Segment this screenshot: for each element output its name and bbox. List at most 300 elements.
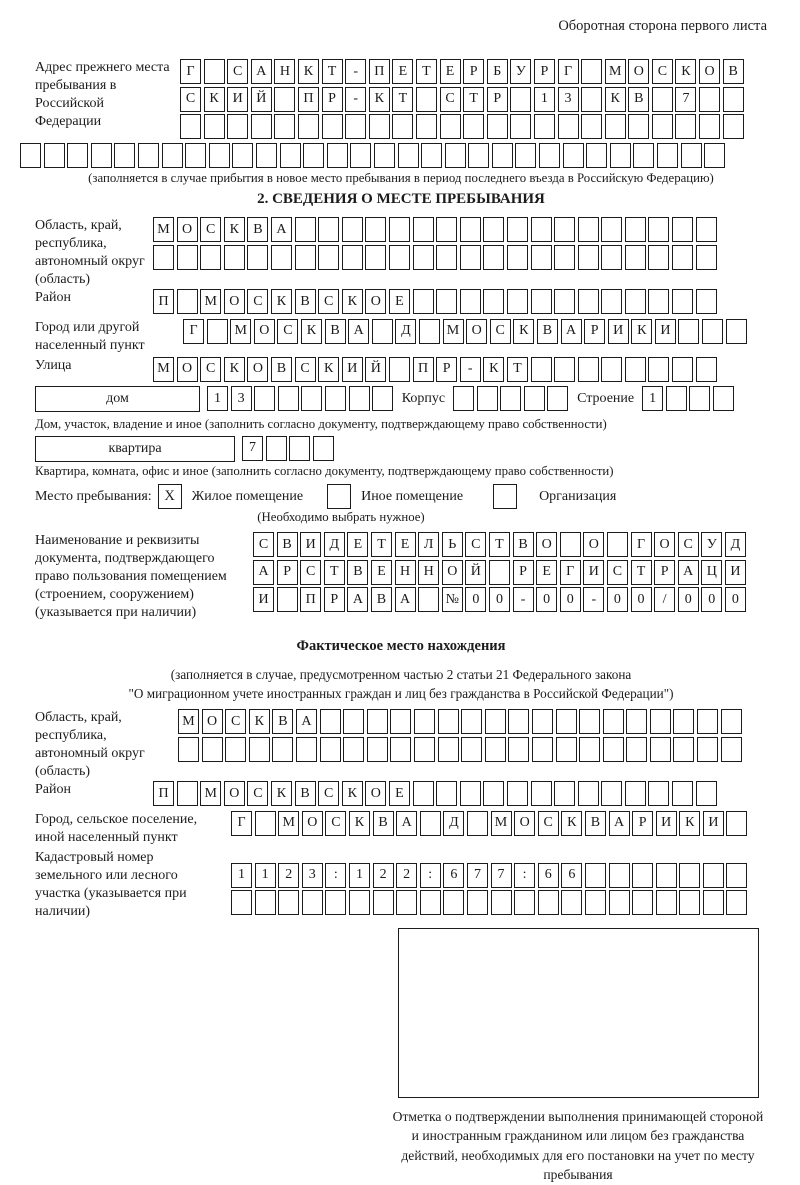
char-cell[interactable] xyxy=(675,114,696,139)
char-cell[interactable]: Р xyxy=(654,560,675,585)
char-cell[interactable] xyxy=(372,386,393,411)
char-cell[interactable] xyxy=(625,289,646,314)
char-cell[interactable] xyxy=(392,114,413,139)
char-cell[interactable] xyxy=(652,87,673,112)
char-cell[interactable] xyxy=(726,863,747,888)
char-cell[interactable]: С xyxy=(180,87,201,112)
char-cell[interactable] xyxy=(389,217,410,242)
char-cell[interactable] xyxy=(180,114,201,139)
checkbox-zhiloe[interactable]: X xyxy=(158,484,182,509)
char-cell[interactable] xyxy=(586,143,607,168)
char-cell[interactable]: Ь xyxy=(442,532,463,557)
char-cell[interactable] xyxy=(177,781,198,806)
char-cell[interactable]: Г xyxy=(231,811,252,836)
char-cell[interactable]: Е xyxy=(395,532,416,557)
char-cell[interactable] xyxy=(648,357,669,382)
char-cell[interactable] xyxy=(681,143,702,168)
char-cell[interactable] xyxy=(396,890,417,915)
char-cell[interactable]: М xyxy=(230,319,251,344)
char-cell[interactable]: : xyxy=(325,863,346,888)
char-cell[interactable]: Р xyxy=(322,87,343,112)
char-cell[interactable]: Н xyxy=(274,59,295,84)
char-cell[interactable] xyxy=(207,319,228,344)
char-cell[interactable] xyxy=(507,289,528,314)
char-cell[interactable]: Г xyxy=(558,59,579,84)
char-cell[interactable]: О xyxy=(224,289,245,314)
char-cell[interactable] xyxy=(713,386,734,411)
char-cell[interactable] xyxy=(609,863,630,888)
char-cell[interactable]: 0 xyxy=(725,587,746,612)
char-cell[interactable]: С xyxy=(325,811,346,836)
char-cell[interactable] xyxy=(585,890,606,915)
char-cell[interactable] xyxy=(413,781,434,806)
char-cell[interactable] xyxy=(419,319,440,344)
char-cell[interactable]: 2 xyxy=(373,863,394,888)
char-cell[interactable]: № xyxy=(442,587,463,612)
char-cell[interactable] xyxy=(177,289,198,314)
char-cell[interactable]: 1 xyxy=(255,863,276,888)
char-cell[interactable]: Г xyxy=(560,560,581,585)
char-cell[interactable] xyxy=(699,114,720,139)
char-cell[interactable] xyxy=(483,781,504,806)
char-cell[interactable] xyxy=(91,143,112,168)
char-cell[interactable] xyxy=(625,781,646,806)
char-cell[interactable] xyxy=(678,319,699,344)
char-cell[interactable]: Ц xyxy=(701,560,722,585)
char-cell[interactable]: Б xyxy=(487,59,508,84)
char-cell[interactable]: С xyxy=(652,59,673,84)
char-cell[interactable] xyxy=(438,737,459,762)
char-cell[interactable] xyxy=(581,114,602,139)
checkbox-inoe[interactable] xyxy=(327,484,351,509)
char-cell[interactable] xyxy=(702,319,723,344)
char-cell[interactable] xyxy=(349,890,370,915)
char-cell[interactable]: И xyxy=(725,560,746,585)
char-cell[interactable] xyxy=(721,737,742,762)
char-cell[interactable] xyxy=(489,560,510,585)
char-cell[interactable]: С xyxy=(225,709,246,734)
char-cell[interactable] xyxy=(318,217,339,242)
char-cell[interactable] xyxy=(485,709,506,734)
char-cell[interactable] xyxy=(726,890,747,915)
char-cell[interactable]: С xyxy=(277,319,298,344)
char-cell[interactable] xyxy=(343,737,364,762)
char-cell[interactable] xyxy=(185,143,206,168)
char-cell[interactable]: О xyxy=(254,319,275,344)
char-cell[interactable] xyxy=(342,245,363,270)
char-cell[interactable] xyxy=(531,245,552,270)
char-cell[interactable]: В xyxy=(277,532,298,557)
char-cell[interactable] xyxy=(372,319,393,344)
char-cell[interactable] xyxy=(563,143,584,168)
char-cell[interactable] xyxy=(539,143,560,168)
char-cell[interactable]: 1 xyxy=(349,863,370,888)
char-cell[interactable] xyxy=(632,890,653,915)
char-cell[interactable]: У xyxy=(701,532,722,557)
char-cell[interactable]: 1 xyxy=(534,87,555,112)
char-cell[interactable] xyxy=(656,863,677,888)
char-cell[interactable] xyxy=(414,709,435,734)
char-cell[interactable] xyxy=(467,890,488,915)
char-cell[interactable]: Г xyxy=(183,319,204,344)
char-cell[interactable] xyxy=(514,890,535,915)
char-cell[interactable] xyxy=(508,737,529,762)
char-cell[interactable] xyxy=(289,436,310,461)
char-cell[interactable] xyxy=(303,143,324,168)
char-cell[interactable] xyxy=(413,289,434,314)
char-cell[interactable] xyxy=(369,114,390,139)
char-cell[interactable] xyxy=(554,289,575,314)
char-cell[interactable]: О xyxy=(654,532,675,557)
char-cell[interactable]: А xyxy=(561,319,582,344)
char-cell[interactable]: И xyxy=(655,319,676,344)
char-cell[interactable] xyxy=(365,217,386,242)
char-cell[interactable]: 1 xyxy=(642,386,663,411)
char-cell[interactable]: Т xyxy=(322,59,343,84)
char-cell[interactable] xyxy=(44,143,65,168)
char-cell[interactable]: Т xyxy=(416,59,437,84)
char-cell[interactable] xyxy=(274,114,295,139)
char-cell[interactable] xyxy=(266,436,287,461)
char-cell[interactable]: С xyxy=(227,59,248,84)
char-cell[interactable]: / xyxy=(654,587,675,612)
char-cell[interactable] xyxy=(697,709,718,734)
char-cell[interactable] xyxy=(313,436,334,461)
char-cell[interactable] xyxy=(483,289,504,314)
char-cell[interactable] xyxy=(703,890,724,915)
char-cell[interactable] xyxy=(460,289,481,314)
char-cell[interactable]: - xyxy=(583,587,604,612)
char-cell[interactable] xyxy=(421,143,442,168)
char-cell[interactable] xyxy=(320,737,341,762)
char-cell[interactable]: 0 xyxy=(489,587,510,612)
char-cell[interactable] xyxy=(607,532,628,557)
char-cell[interactable] xyxy=(556,737,577,762)
char-cell[interactable] xyxy=(726,319,747,344)
char-cell[interactable]: С xyxy=(490,319,511,344)
char-cell[interactable] xyxy=(278,386,299,411)
char-cell[interactable] xyxy=(699,87,720,112)
char-cell[interactable] xyxy=(507,781,528,806)
char-cell[interactable] xyxy=(20,143,41,168)
char-cell[interactable] xyxy=(200,245,221,270)
char-cell[interactable]: К xyxy=(605,87,626,112)
char-cell[interactable]: У xyxy=(510,59,531,84)
char-cell[interactable] xyxy=(249,737,270,762)
char-cell[interactable] xyxy=(255,890,276,915)
char-cell[interactable] xyxy=(531,357,552,382)
char-cell[interactable] xyxy=(648,245,669,270)
char-cell[interactable]: 6 xyxy=(561,863,582,888)
char-cell[interactable] xyxy=(605,114,626,139)
char-cell[interactable]: Р xyxy=(463,59,484,84)
char-cell[interactable]: В xyxy=(295,781,316,806)
char-cell[interactable]: К xyxy=(513,319,534,344)
char-cell[interactable]: Н xyxy=(418,560,439,585)
char-cell[interactable] xyxy=(322,114,343,139)
char-cell[interactable] xyxy=(342,217,363,242)
char-cell[interactable]: С xyxy=(300,560,321,585)
char-cell[interactable] xyxy=(696,217,717,242)
char-cell[interactable]: С xyxy=(465,532,486,557)
char-cell[interactable] xyxy=(601,217,622,242)
char-cell[interactable]: 0 xyxy=(560,587,581,612)
char-cell[interactable]: 1 xyxy=(207,386,228,411)
char-cell[interactable] xyxy=(628,114,649,139)
char-cell[interactable] xyxy=(508,709,529,734)
char-cell[interactable]: 0 xyxy=(607,587,628,612)
char-cell[interactable] xyxy=(277,587,298,612)
char-cell[interactable]: О xyxy=(302,811,323,836)
char-cell[interactable] xyxy=(349,386,370,411)
char-cell[interactable]: К xyxy=(224,357,245,382)
char-cell[interactable] xyxy=(202,737,223,762)
char-cell[interactable]: - xyxy=(460,357,481,382)
char-cell[interactable] xyxy=(436,289,457,314)
char-cell[interactable] xyxy=(209,143,230,168)
char-cell[interactable]: К xyxy=(318,357,339,382)
char-cell[interactable]: 2 xyxy=(396,863,417,888)
char-cell[interactable]: А xyxy=(678,560,699,585)
char-cell[interactable] xyxy=(531,781,552,806)
char-cell[interactable] xyxy=(579,709,600,734)
char-cell[interactable] xyxy=(389,245,410,270)
char-cell[interactable] xyxy=(648,289,669,314)
char-cell[interactable]: К xyxy=(301,319,322,344)
char-cell[interactable] xyxy=(436,217,457,242)
char-cell[interactable]: Д xyxy=(324,532,345,557)
char-cell[interactable] xyxy=(554,781,575,806)
char-cell[interactable] xyxy=(438,709,459,734)
char-cell[interactable] xyxy=(556,709,577,734)
char-cell[interactable] xyxy=(704,143,725,168)
char-cell[interactable] xyxy=(507,217,528,242)
char-cell[interactable]: Т xyxy=(324,560,345,585)
char-cell[interactable] xyxy=(251,114,272,139)
char-cell[interactable]: С xyxy=(200,217,221,242)
char-cell[interactable]: Т xyxy=(371,532,392,557)
char-cell[interactable] xyxy=(534,114,555,139)
char-cell[interactable]: 7 xyxy=(675,87,696,112)
char-cell[interactable]: К xyxy=(271,289,292,314)
char-cell[interactable]: К xyxy=(342,781,363,806)
char-cell[interactable] xyxy=(723,114,744,139)
char-cell[interactable]: М xyxy=(200,781,221,806)
char-cell[interactable]: 2 xyxy=(278,863,299,888)
char-cell[interactable]: И xyxy=(253,587,274,612)
char-cell[interactable]: Р xyxy=(487,87,508,112)
char-cell[interactable]: Г xyxy=(180,59,201,84)
char-cell[interactable] xyxy=(350,143,371,168)
char-cell[interactable] xyxy=(177,245,198,270)
char-cell[interactable] xyxy=(703,863,724,888)
char-cell[interactable]: О xyxy=(177,217,198,242)
char-cell[interactable]: Р xyxy=(584,319,605,344)
char-cell[interactable]: 0 xyxy=(678,587,699,612)
char-cell[interactable] xyxy=(510,87,531,112)
char-cell[interactable] xyxy=(271,245,292,270)
char-cell[interactable] xyxy=(445,143,466,168)
char-cell[interactable]: Д xyxy=(395,319,416,344)
char-cell[interactable]: 7 xyxy=(491,863,512,888)
char-cell[interactable] xyxy=(492,143,513,168)
char-cell[interactable] xyxy=(460,245,481,270)
char-cell[interactable]: О xyxy=(628,59,649,84)
char-cell[interactable]: И xyxy=(300,532,321,557)
char-cell[interactable] xyxy=(560,532,581,557)
char-cell[interactable]: С xyxy=(318,781,339,806)
char-cell[interactable]: Д xyxy=(725,532,746,557)
char-cell[interactable]: К xyxy=(271,781,292,806)
char-cell[interactable] xyxy=(365,245,386,270)
char-cell[interactable] xyxy=(578,357,599,382)
char-cell[interactable] xyxy=(398,143,419,168)
char-cell[interactable] xyxy=(532,737,553,762)
char-cell[interactable]: - xyxy=(513,587,534,612)
char-cell[interactable] xyxy=(524,386,545,411)
char-cell[interactable] xyxy=(689,386,710,411)
char-cell[interactable] xyxy=(578,217,599,242)
char-cell[interactable] xyxy=(558,114,579,139)
char-cell[interactable] xyxy=(318,245,339,270)
char-cell[interactable]: 7 xyxy=(467,863,488,888)
char-cell[interactable] xyxy=(721,709,742,734)
char-cell[interactable]: К xyxy=(224,217,245,242)
char-cell[interactable]: Р xyxy=(324,587,345,612)
char-cell[interactable] xyxy=(726,811,747,836)
char-cell[interactable] xyxy=(648,781,669,806)
char-cell[interactable]: 3 xyxy=(231,386,252,411)
char-cell[interactable] xyxy=(531,289,552,314)
char-cell[interactable]: А xyxy=(396,811,417,836)
char-cell[interactable]: С xyxy=(247,781,268,806)
char-cell[interactable] xyxy=(416,114,437,139)
char-cell[interactable]: С xyxy=(247,289,268,314)
char-cell[interactable] xyxy=(374,143,395,168)
char-cell[interactable]: Т xyxy=(507,357,528,382)
char-cell[interactable] xyxy=(418,587,439,612)
char-cell[interactable]: Р xyxy=(534,59,555,84)
char-cell[interactable] xyxy=(672,245,693,270)
char-cell[interactable]: 6 xyxy=(443,863,464,888)
char-cell[interactable] xyxy=(696,289,717,314)
char-cell[interactable] xyxy=(114,143,135,168)
char-cell[interactable] xyxy=(280,143,301,168)
char-cell[interactable] xyxy=(679,890,700,915)
char-cell[interactable]: 0 xyxy=(701,587,722,612)
char-cell[interactable]: В xyxy=(373,811,394,836)
char-cell[interactable] xyxy=(485,737,506,762)
char-cell[interactable] xyxy=(507,245,528,270)
char-cell[interactable] xyxy=(301,386,322,411)
char-cell[interactable] xyxy=(626,709,647,734)
char-cell[interactable] xyxy=(227,114,248,139)
char-cell[interactable] xyxy=(578,289,599,314)
char-cell[interactable]: П xyxy=(153,289,174,314)
char-cell[interactable]: И xyxy=(342,357,363,382)
char-cell[interactable] xyxy=(390,709,411,734)
char-cell[interactable]: О xyxy=(536,532,557,557)
char-cell[interactable] xyxy=(278,890,299,915)
char-cell[interactable] xyxy=(420,890,441,915)
char-cell[interactable]: В xyxy=(272,709,293,734)
char-cell[interactable]: К xyxy=(369,87,390,112)
char-cell[interactable]: Т xyxy=(463,87,484,112)
char-cell[interactable]: Е xyxy=(392,59,413,84)
char-cell[interactable]: И xyxy=(227,87,248,112)
char-cell[interactable]: В xyxy=(537,319,558,344)
char-cell[interactable]: О xyxy=(699,59,720,84)
char-cell[interactable] xyxy=(231,890,252,915)
char-cell[interactable] xyxy=(436,245,457,270)
char-cell[interactable]: И xyxy=(703,811,724,836)
char-cell[interactable]: С xyxy=(318,289,339,314)
char-cell[interactable]: 6 xyxy=(538,863,559,888)
char-cell[interactable] xyxy=(554,217,575,242)
char-cell[interactable] xyxy=(343,709,364,734)
char-cell[interactable]: : xyxy=(514,863,535,888)
char-cell[interactable]: 0 xyxy=(465,587,486,612)
char-cell[interactable]: К xyxy=(349,811,370,836)
char-cell[interactable] xyxy=(373,890,394,915)
char-cell[interactable]: О xyxy=(442,560,463,585)
char-cell[interactable]: А xyxy=(348,319,369,344)
char-cell[interactable] xyxy=(603,709,624,734)
char-cell[interactable]: И xyxy=(656,811,677,836)
char-cell[interactable]: 3 xyxy=(302,863,323,888)
char-cell[interactable]: М xyxy=(153,217,174,242)
char-cell[interactable]: А xyxy=(347,587,368,612)
char-cell[interactable] xyxy=(581,87,602,112)
char-cell[interactable] xyxy=(601,245,622,270)
char-cell[interactable]: К xyxy=(631,319,652,344)
char-cell[interactable] xyxy=(650,737,671,762)
char-cell[interactable]: В xyxy=(271,357,292,382)
char-cell[interactable] xyxy=(538,890,559,915)
char-cell[interactable] xyxy=(666,386,687,411)
char-cell[interactable] xyxy=(232,143,253,168)
char-cell[interactable]: М xyxy=(178,709,199,734)
char-cell[interactable] xyxy=(696,357,717,382)
char-cell[interactable]: Т xyxy=(631,560,652,585)
char-cell[interactable] xyxy=(327,143,348,168)
char-cell[interactable]: А xyxy=(251,59,272,84)
char-cell[interactable] xyxy=(672,289,693,314)
char-cell[interactable]: Т xyxy=(392,87,413,112)
char-cell[interactable] xyxy=(625,357,646,382)
char-cell[interactable]: 1 xyxy=(231,863,252,888)
char-cell[interactable] xyxy=(510,114,531,139)
char-cell[interactable] xyxy=(204,59,225,84)
char-cell[interactable]: : xyxy=(420,863,441,888)
char-cell[interactable]: Й xyxy=(251,87,272,112)
char-cell[interactable] xyxy=(673,709,694,734)
char-cell[interactable]: А xyxy=(609,811,630,836)
char-cell[interactable]: В xyxy=(628,87,649,112)
char-cell[interactable] xyxy=(389,357,410,382)
char-cell[interactable] xyxy=(672,781,693,806)
char-cell[interactable]: С xyxy=(440,87,461,112)
char-cell[interactable] xyxy=(367,737,388,762)
char-cell[interactable]: Е xyxy=(536,560,557,585)
char-cell[interactable] xyxy=(296,737,317,762)
char-cell[interactable]: Р xyxy=(277,560,298,585)
char-cell[interactable]: О xyxy=(365,781,386,806)
char-cell[interactable]: Р xyxy=(632,811,653,836)
char-cell[interactable]: Е xyxy=(389,289,410,314)
char-cell[interactable]: Т xyxy=(489,532,510,557)
char-cell[interactable]: К xyxy=(561,811,582,836)
